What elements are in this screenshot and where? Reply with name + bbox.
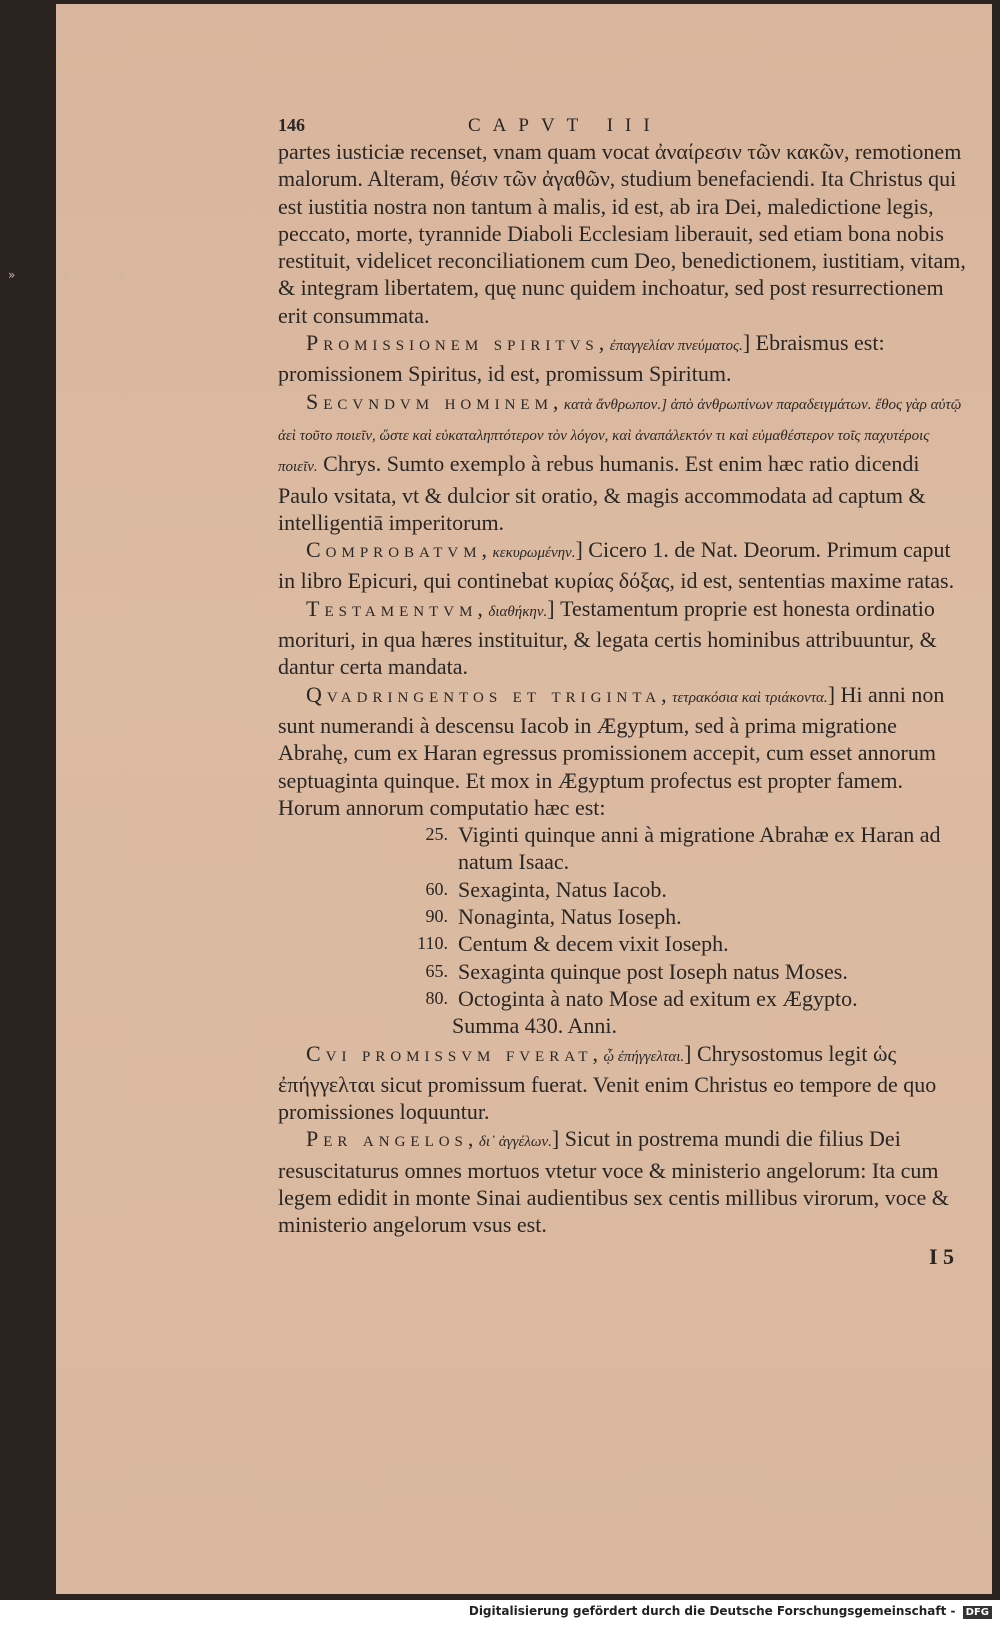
paragraph-p6: Qvadringentos et triginta, τετρακόσια καὶ τριάκοντα.] Hi anni non sunt numerandi à descensu Iacob in Ægyptum, sed à prima migratione Abrahę, cum ex Haran egressus promissionem accepit, cum esset annorum septuaginta quinque. Et mox in Ægyptum profectus est propter famem. Horum annorum computatio hæc est: xyxy=(278,681,945,820)
commentary-block-2 xyxy=(278,1040,968,1239)
computation-row xyxy=(402,903,968,930)
years-number: 25. xyxy=(425,824,448,845)
years-number: 90. xyxy=(425,906,448,927)
computation-row xyxy=(402,958,968,985)
years-description: Sexaginta, Natus Iacob. xyxy=(458,876,667,902)
computation-row xyxy=(402,985,968,1012)
years-number: 80. xyxy=(425,987,448,1008)
year-computation xyxy=(402,821,968,1012)
page-text xyxy=(278,112,968,1270)
lemma: Cvi promissvm fverat xyxy=(306,1040,593,1066)
greek-lemma: ἐπαγγελίαν πνεύματος. xyxy=(609,338,743,355)
greek-lemma: δι᾽ ἀγγέλων. xyxy=(478,1134,552,1151)
paragraph-p1 xyxy=(278,138,968,329)
greek-lemma: τετρακόσια καὶ τριάκοντα. xyxy=(672,689,828,706)
years-description: Octoginta à nato Mose ad exitum ex Ægypto. xyxy=(458,985,858,1011)
lemma: Promissionem spiritvs xyxy=(306,330,599,356)
paragraph-p2: Promissionem spiritvs, ἐπαγγελίαν πνεύματος.] Ebraismus est: promissionem Spiritus, id est, promissum Spiritum. xyxy=(278,330,885,387)
paragraph-p7: Cvi promissvm fverat, ᾧ ἐπήγγελται.] Chrysostomus legit ὡς ἐπήγγελται sicut promissum fuerat. Venit enim Christus eo tempore de quo promissiones loquuntur. xyxy=(278,1040,937,1125)
computation-row xyxy=(402,876,968,903)
years-description: Sexaginta quinque post Ioseph natus Moses. xyxy=(458,958,848,984)
lemma: Testamentvm xyxy=(306,595,478,621)
catchword: I 5 xyxy=(928,1243,954,1269)
paragraph-p4: Comprobatvm, κεκυρωμένην.] Cicero 1. de Nat. Deorum. Primum caput in libro Epicuri, qui continebat κυρίας δόξας, id est, sententias maxime ratas. xyxy=(278,537,955,594)
lemma: Comprobatvm xyxy=(306,537,482,563)
years-number: 60. xyxy=(425,878,448,899)
paragraph-text: partes iusticiæ recenset, vnam quam vocat ἀναίρεσιν τῶν κακῶν, remotionem malorum. Alteram, θέσιν τῶν ἀγαθῶν, studium benefaciendi. Ita Christus qui est iustitia nostra non tantum à malis, id est, ab ira Dei, maledictione legis, peccato, morte, tyrannide Diaboli Ecclesiam liberauit, sed etiam bona nobis restituit, videlicet reconciliationem cum Deo, benedictionem, iustitiam, vitam, & integram libertatem, quę nunc quidem inchoatur, sed post resurrectionem erit consummata. xyxy=(278,139,966,328)
paragraph-text: ] Hi anni non sunt numerandi à descensu Iacob in Ægyptum, sed à prima migratione Abrahę, cum ex Haran egressus promissionem accepit, cum esset annorum septuaginta quinque. Et mox in Ægyptum profectus est propter famem. Horum annorum computatio hæc est: xyxy=(278,681,945,820)
paragraph-text: ] Cicero 1. de Nat. Deorum. Primum caput in libro Epicuri, qui continebat κυρίας δόξας, id est, sententias maxime ratas. xyxy=(278,537,955,594)
lemma: Qvadringentos et triginta xyxy=(306,681,662,707)
computation-row xyxy=(402,821,968,876)
greek-lemma: κεκυρωμένην. xyxy=(492,545,576,562)
page-header xyxy=(278,112,968,138)
credit-text: Digitalisierung gefördert durch die Deutsche Forschungsgemeinschaft - xyxy=(468,1604,956,1618)
years-description: Viginti quinque anni à migratione Abrahæ ex Haran ad natum Isaac. xyxy=(458,822,941,875)
paragraph-p8: Per angelos, δι᾽ ἀγγέλων.] Sicut in postrema mundi die filius Dei resuscitaturus omnes mortuos vtetur voce & ministerio angelorum: Ita cum legem edidit in monte Sinai audientibus sex centis millibus virorum, voce & ministerio angelorum vsus est. xyxy=(278,1126,949,1238)
lemma: Secvndvm hominem xyxy=(306,388,553,414)
paragraph-text: Chrys. Sumto exemplo à rebus humanis. Est enim hæc ratio dicendi Paulo vsitata, vt & dulcior sit oratio, & magis accommodata ad captum & intelligentiā imperitorum. xyxy=(278,451,926,535)
greek-lemma: διαθήκην. xyxy=(488,603,548,620)
lemma: Per angelos xyxy=(306,1126,468,1152)
paragraph-text: ] Sicut in postrema mundi die filius Dei resuscitaturus omnes mortuos vtetur voce & ministerio angelorum: Ita cum legem edidit in monte Sinai audientibus sex centis millibus virorum, voce & ministerio angelorum vsus est. xyxy=(278,1126,949,1238)
years-description: Centum & decem vixit Ioseph. xyxy=(458,931,729,957)
computation-row xyxy=(402,930,968,957)
paragraph-text: ] Ebraismus est: promissionem Spiritus, id est, promissum Spiritum. xyxy=(278,330,885,387)
years-description: Nonaginta, Natus Ioseph. xyxy=(458,904,682,930)
greek-lemma: κατὰ ἄνθρωπον.] ἀπὸ ἀνθρωπίνων παραδειγμάτων. ἔθος γὰρ αὐτῷ ἀεὶ τοῦτο ποιεῖν, ὥστε καὶ εὐκαταληπτότερον τὸν λόγον, καὶ ἀναπάλεκτόν τι καὶ εὐμαθέστερον τοῖς παχυτέροις ποιεῖν. xyxy=(278,396,962,476)
computation-total: Summa 430. Anni. xyxy=(452,1013,618,1039)
commentary-block xyxy=(278,138,968,821)
page-number: 146 xyxy=(278,115,305,135)
edge-marks: » » » xyxy=(8,268,148,282)
paragraph-text: ] Chrysostomus legit ὡς ἐπήγγελται sicut promissum fuerat. Venit enim Christus eo tempore de quo promissiones loquuntur. xyxy=(278,1040,937,1125)
dfg-logo: DFG xyxy=(963,1606,992,1619)
greek-lemma: ᾧ ἐπήγγελται. xyxy=(603,1048,685,1065)
years-number: 65. xyxy=(425,960,448,981)
digitization-credit xyxy=(469,1604,992,1619)
paragraph-p5: Testamentvm, διαθήκην.] Testamentum proprie est honesta ordinatio morituri, in qua hæres instituitur, & legata certis hominibus attribuuntur, & dantur certa mandata. xyxy=(278,595,937,680)
running-title: CAPVT III xyxy=(468,115,662,136)
paragraph-p3: Secvndvm hominem, κατὰ ἄνθρωπον.] ἀπὸ ἀνθρωπίνων παραδειγμάτων. ἔθος γὰρ αὐτῷ ἀεὶ τοῦτο ποιεῖν, ὥστε καὶ εὐκαταληπτότερον τὸν λόγον, καὶ ἀναπάλεκτόν τι καὶ εὐμαθέστερον τοῖς παχυτέροις ποιεῖν. Chrys. Sumto exemplo à rebus humanis. Est enim hæc ratio dicendi Paulo vsitata, vt & dulcior sit oratio, & magis accommodata ad captum & intelligentiā imperitorum. xyxy=(278,388,962,535)
years-number: 110. xyxy=(417,933,448,954)
paragraph-text: ] Testamentum proprie est honesta ordinatio morituri, in qua hæres instituitur, & legata certis hominibus attribuuntur, & dantur certa mandata. xyxy=(278,595,937,680)
